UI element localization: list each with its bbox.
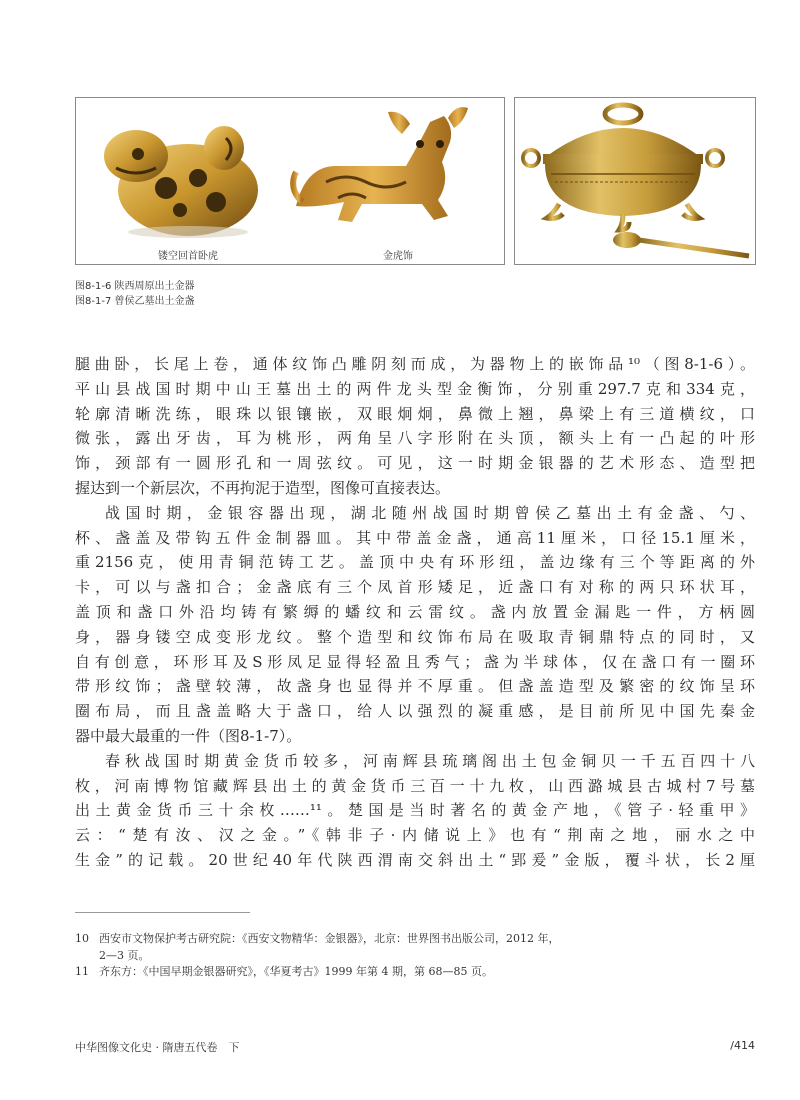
text-line: 战国时期，金银容器出现，湖北随州战国时期曾侯乙墓出土有金盏、勺、 — [105, 503, 755, 522]
text-line: 带形纹饰；盏壁较薄，故盏身也显得并不厚重。但盏盖造型及繁密的纹饰呈环 — [75, 677, 755, 696]
text-line: 云：“楚有汝、汉之金。”《韩非子·内储说上》也有“荆南之地，丽水之中 — [75, 826, 755, 845]
figure-gold-bowl — [514, 97, 756, 265]
figure-caption-8-1-7: 图8-1-7 曾侯乙墓出土金盏 — [75, 296, 195, 307]
footnote-text: 齐东方：《中国早期金银器研究》，《华夏考古》1999 年第 4 期，第 68—85 页。 — [99, 965, 493, 978]
footnote-11 — [75, 963, 755, 980]
figure-tiger-ornaments — [75, 97, 505, 265]
gold-bowl-photo — [515, 98, 756, 265]
text-line: 重2156克，使用青铜范铸工艺。盖顶中央有环形纽，盖边缘有三个等距离的外 — [75, 553, 755, 572]
text-line: 身，器身镂空成变形龙纹。整个造型和纹饰布局在吸取青铜鼎特点的同时，又 — [75, 627, 755, 646]
text-line: 微张，露出牙齿，耳为桃形，两角呈八字形附在头顶，额头上有一凸起的叶形 — [75, 429, 755, 448]
text-line: 杯、盏盖及带钩五件金制器皿。其中带盖金盏，通高11厘米，口径15.1厘米， — [75, 528, 755, 547]
running-footer-title: 中华图像文化史 · 隋唐五代卷 下 — [75, 1041, 240, 1054]
text-line: 器中最大最重的一件（图8-1-7）。 — [75, 726, 302, 745]
page-number: /414 — [730, 1039, 755, 1052]
text-line: 卡，可以与盏扣合；金盏底有三个凤首形矮足，近盏口有对称的两只环状耳， — [75, 578, 755, 597]
footnote-divider — [75, 912, 250, 913]
text-line: 春秋战国时期黄金货币较多，河南辉县琉璃阁出土包金铜贝一千五百四十八 — [105, 751, 755, 770]
text-line: 饰，颈部有一圆形孔和一周弦纹。可见，这一时期金银器的艺术形态、造型把 — [75, 454, 755, 473]
footnote-number: 10 — [75, 932, 89, 945]
text-line: 生金”的记载。20世纪40年代陕西渭南交斜出土“郢爰”金版，覆斗状，长2厘 — [75, 850, 755, 869]
footnote-text-continued: 2—3 页。 — [99, 949, 150, 962]
text-line: 轮廓清晰洗练，眼珠以银镶嵌，双眼炯炯，鼻微上翘，鼻梁上有三道横纹，口 — [75, 404, 755, 423]
figure-label-openwork-tiger: 镂空回首卧虎 — [158, 251, 218, 262]
body-text — [75, 352, 755, 873]
footnote-text: 西安市文物保护考古研究院：《西安文物精华：金银器》，北京：世界图书出版公司，2012 年， — [99, 932, 560, 945]
text-line: 腿曲卧，长尾上卷，通体纹饰凸雕阴刻而成，为器物上的嵌饰品¹⁰（图8-1-6）。 — [75, 355, 755, 373]
text-line: 枚，河南博物馆藏辉县出土的黄金货币三百一十九枚，山西潞城县古城村7号墓 — [75, 776, 755, 795]
gold-tiger-image — [293, 107, 468, 222]
text-line: 握达到一个新层次，不再拘泥于造型，图像可直接表达。 — [75, 478, 451, 497]
text-line: 圈布局，而且盏盖略大于盏口，给人以强烈的凝重感，是目前所见中国先秦金 — [75, 702, 755, 721]
text-line: 出土黄金货币三十余枚……¹¹。楚国是当时著名的黄金产地，《管子·轻重甲》 — [75, 801, 755, 820]
text-line: 平山县战国时期中山王墓出土的两件龙头型金衡饰，分别重297.7克和334克， — [75, 379, 755, 398]
footnote-10 — [75, 930, 755, 964]
openwork-tiger-image — [104, 126, 258, 238]
tiger-ornaments-photo — [76, 98, 505, 265]
text-line: 盖顶和盏口外沿均铸有繁缛的蟠纹和云雷纹。盏内放置金漏匙一件，方柄圆 — [75, 602, 755, 621]
figure-caption-8-1-6: 图8-1-6 陕西周原出土金器 — [75, 281, 195, 292]
figure-label-gold-tiger: 金虎饰 — [383, 251, 413, 262]
text-line: 自有创意，环形耳及S形凤足显得轻盈且秀气；盏为半球体，仅在盏口有一圈环 — [75, 652, 755, 671]
footnote-number: 11 — [75, 965, 89, 978]
